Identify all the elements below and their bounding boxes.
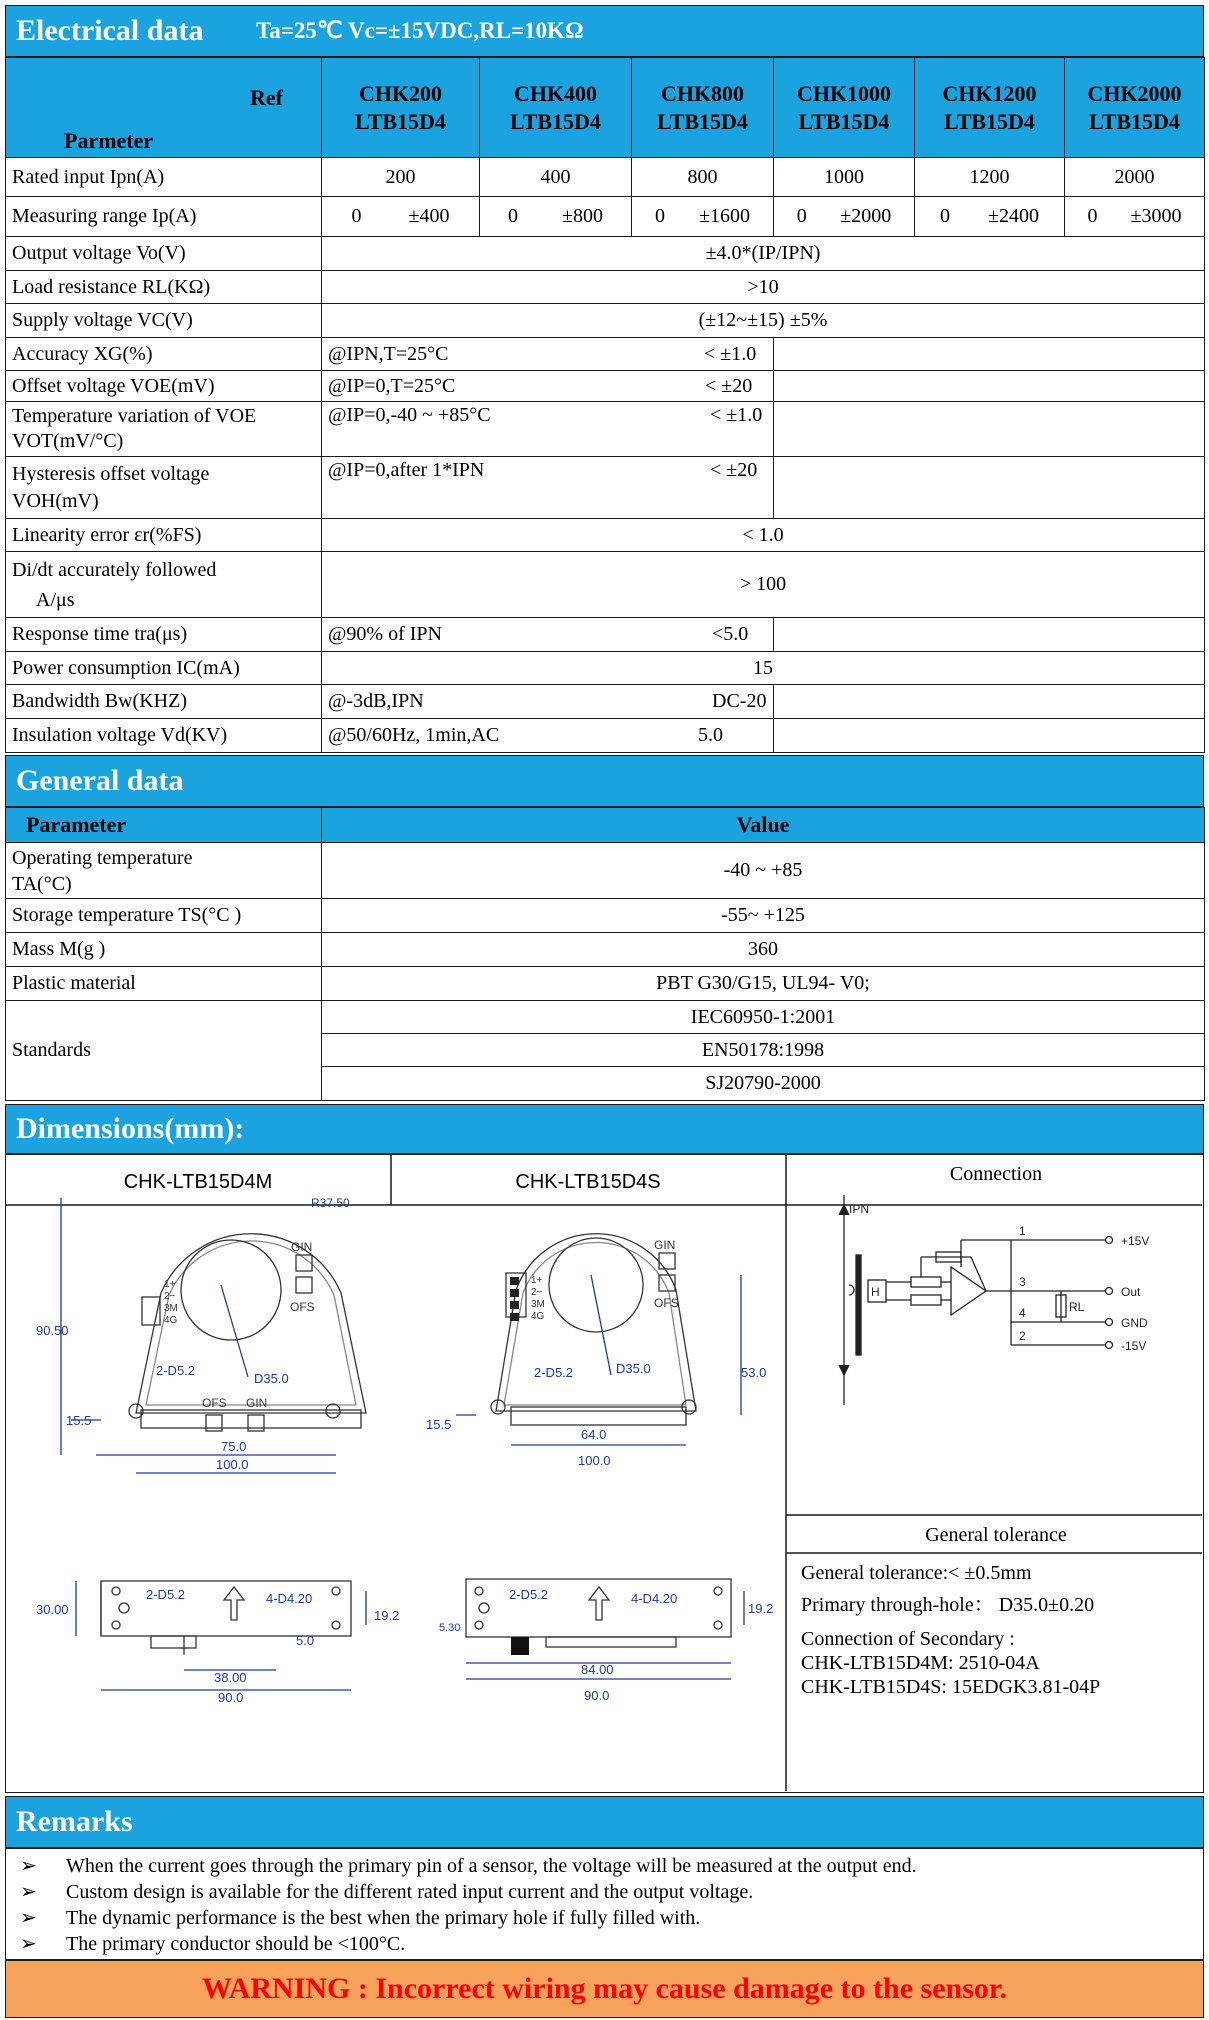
table-row <box>6 371 1205 402</box>
cell-value: ±4.0*(IP/IPN) <box>322 237 1205 271</box>
cell-condition: @-3dB,IPN <box>322 685 774 719</box>
general-data-header <box>5 755 1204 807</box>
list-item: ➢ When the current goes through the primary pin of a sensor, the voltage will be measured at the output end. <box>20 1855 917 1877</box>
cell-value: 360 <box>322 933 1205 967</box>
cell-value: -40 ~ +85 <box>322 843 1205 899</box>
svg-text:4-D4.20: 4-D4.20 <box>631 1591 678 1606</box>
electrical-data-header <box>5 5 1204 57</box>
cell-value: 15 <box>322 652 1205 685</box>
electrical-table <box>5 57 1205 753</box>
svg-text:OFS: OFS <box>654 1296 679 1310</box>
svg-text:GIN: GIN <box>291 1240 313 1254</box>
model-cell: CHK400 LTB15D4 <box>480 58 632 158</box>
remarks-list <box>5 1848 1204 1960</box>
remarks-title: Remarks <box>16 1805 133 1838</box>
svg-text:CHK-LTB15D4M: 2510-04A: CHK-LTB15D4M: 2510-04A <box>801 1652 1040 1674</box>
row-label: Hysteresis offset voltage VOH(mV) <box>6 457 322 519</box>
cell-value: 1200 <box>915 158 1065 197</box>
cell-value: < 1.0 <box>322 519 1205 552</box>
svg-text:+15V: +15V <box>1121 1234 1150 1248</box>
svg-text:4G: 4G <box>164 1315 178 1326</box>
cell-value: 800 <box>632 158 774 197</box>
svg-text:2-D5.2: 2-D5.2 <box>509 1587 549 1602</box>
dimensions-title: Dimensions(mm): <box>16 1112 245 1145</box>
model-cell: CHK800 LTB15D4 <box>632 58 774 158</box>
svg-text:GIN: GIN <box>654 1238 676 1252</box>
svg-text:38.00: 38.00 <box>214 1670 247 1685</box>
table-row <box>6 158 1205 197</box>
table-row <box>6 338 1205 371</box>
table-row <box>6 719 1205 753</box>
cell-value: -55~ +125 <box>322 899 1205 933</box>
ref-param-cell <box>6 58 322 158</box>
model-cell: CHK1200 LTB15D4 <box>915 58 1065 158</box>
col-header-parameter: Parameter <box>6 808 322 843</box>
svg-text:2−: 2− <box>531 1287 543 1298</box>
cell-value: 0 ±2400 <box>915 197 1065 237</box>
tolerance-lines <box>801 1562 1100 1698</box>
svg-text:2-D5.2: 2-D5.2 <box>534 1365 574 1380</box>
row-label: Load resistance RL(KΩ) <box>6 271 322 304</box>
svg-text:IPN: IPN <box>849 1202 870 1216</box>
svg-text:R37.50: R37.50 <box>311 1196 350 1210</box>
svg-text:19.2: 19.2 <box>374 1608 400 1623</box>
front-view-s <box>456 1234 741 1445</box>
svg-text:2: 2 <box>1019 1329 1026 1343</box>
cell-value: 1000 <box>774 158 915 197</box>
row-label: Supply voltage VC(V) <box>6 304 322 338</box>
table-row <box>6 304 1205 338</box>
svg-text:15.5: 15.5 <box>66 1413 92 1428</box>
svg-text:30.00: 30.00 <box>36 1602 69 1617</box>
cell-condition: @IP=0,T=25°C <box>322 371 774 402</box>
svg-text:OFS: OFS <box>290 1300 315 1314</box>
model-cell: CHK2000 LTB15D4 <box>1065 58 1205 158</box>
svg-text:90.50: 90.50 <box>36 1323 69 1338</box>
svg-text:100.0: 100.0 <box>578 1453 611 1468</box>
list-item: ➢ Custom design is available for the different rated input current and the output voltage. <box>20 1881 754 1903</box>
svg-text:1+: 1+ <box>164 1279 176 1290</box>
cell-value: DC-20 <box>706 685 1137 719</box>
svg-text:15.5: 15.5 <box>426 1417 452 1432</box>
row-label: Mass M(g ) <box>6 933 322 967</box>
table-row <box>6 685 1205 719</box>
row-label: Response time tra(μs) <box>6 618 322 652</box>
svg-text:-15V: -15V <box>1121 1339 1147 1353</box>
table-row <box>6 197 1205 237</box>
svg-text:D35.0: D35.0 <box>616 1361 651 1376</box>
row-label: Rated input Ipn(A) <box>6 158 322 197</box>
front-view-m-labels <box>36 1196 350 1472</box>
svg-text:Out: Out <box>1121 1285 1141 1299</box>
cell-condition: @IPN,T=25°C <box>322 338 774 371</box>
svg-text:90.0: 90.0 <box>584 1688 610 1703</box>
cell-condition: @50/60Hz, 1min,AC <box>322 719 774 753</box>
svg-text:D35.0: D35.0 <box>254 1371 289 1386</box>
svg-text:3M: 3M <box>164 1303 178 1314</box>
table-row <box>6 402 1205 457</box>
svg-text:4: 4 <box>1019 1306 1026 1320</box>
cell-value: 2000 <box>1065 158 1205 197</box>
svg-text:3: 3 <box>1019 1275 1026 1289</box>
row-label: Di/dt accurately followed A/μs <box>6 552 322 618</box>
svg-text:4G: 4G <box>531 1311 545 1322</box>
model-cell: CHK1000 LTB15D4 <box>774 58 915 158</box>
cell-value: 400 <box>480 158 632 197</box>
svg-text:64.0: 64.0 <box>581 1427 607 1442</box>
row-label: Power consumption IC(mA) <box>6 652 322 685</box>
svg-text:4-D4.20: 4-D4.20 <box>266 1591 313 1606</box>
cell-value: 200 <box>322 158 480 197</box>
remarks-header <box>5 1796 1204 1848</box>
row-label: Insulation voltage Vd(KV) <box>6 719 322 753</box>
cell-condition: @IP=0,-40 ~ +85°C <box>322 402 774 457</box>
table-row <box>6 967 1205 1001</box>
cell-value: <5.0 <box>706 618 1137 652</box>
svg-text:2-D5.2: 2-D5.2 <box>146 1587 186 1602</box>
svg-text:RL: RL <box>1069 1300 1085 1314</box>
cell-value: 5.0 <box>692 719 1123 753</box>
svg-text:90.0: 90.0 <box>218 1690 244 1705</box>
cell-value: EN50178:1998 <box>322 1034 1205 1067</box>
arrow-bullet-icon: ➢ <box>20 1907 37 1929</box>
svg-text:75.0: 75.0 <box>221 1439 247 1454</box>
svg-text:100.0: 100.0 <box>216 1457 249 1472</box>
dim-col-connection: Connection <box>949 1163 1043 1185</box>
bottom-view-m-labels <box>36 1587 399 1705</box>
cell-value: 0 ±3000 <box>1065 197 1205 237</box>
general-header-row <box>6 808 1205 843</box>
general-data-title: General data <box>16 764 184 797</box>
cell-condition: @IP=0,after 1*IPN <box>322 457 774 519</box>
dim-col-m: CHK-LTB15D4M <box>123 1171 273 1193</box>
cell-value: 0 ±2000 <box>774 197 915 237</box>
table-row <box>6 457 1205 519</box>
general-table <box>5 807 1205 1101</box>
row-label: Operating temperature TA(°C) <box>6 843 322 899</box>
svg-text:General tolerance:< ±0.5mm: General tolerance:< ±0.5mm <box>801 1562 1032 1584</box>
svg-text:5.30: 5.30 <box>439 1622 461 1634</box>
dimensions-header <box>5 1104 1204 1154</box>
row-label: Offset voltage VOE(mV) <box>6 371 322 402</box>
cell-value: PBT G30/G15, UL94- V0; <box>322 967 1205 1001</box>
row-label: Bandwidth Bw(KHZ) <box>6 685 322 719</box>
tolerance-title: General tolerance <box>925 1524 1067 1546</box>
dim-col-s: CHK-LTB15D4S <box>515 1171 661 1193</box>
cell-value: SJ20790-2000 <box>322 1067 1205 1101</box>
cell-value: >10 <box>322 271 1205 304</box>
list-item: ➢ The dynamic performance is the best when the primary hole if fully filled with. <box>20 1907 701 1929</box>
svg-text:2−: 2− <box>164 1291 176 1302</box>
model-header-row <box>6 58 1205 158</box>
arrow-bullet-icon: ➢ <box>20 1933 37 1955</box>
table-row <box>6 652 1205 685</box>
row-label: Temperature variation of VOE VOT(mV/°C) <box>6 402 322 457</box>
row-label: Storage temperature TS(°C ) <box>6 899 322 933</box>
cell-value: 0 ±800 <box>480 197 632 237</box>
svg-text:2-D5.2: 2-D5.2 <box>156 1363 196 1378</box>
bottom-view-s-labels <box>439 1587 773 1703</box>
svg-text:84.00: 84.00 <box>581 1662 614 1677</box>
electrical-conditions: Ta=25℃ Vc=±15VDC,RL=10KΩ <box>256 18 584 43</box>
row-label: Standards <box>6 1001 322 1101</box>
svg-text:1: 1 <box>1019 1224 1026 1238</box>
arrow-bullet-icon: ➢ <box>20 1855 37 1877</box>
table-row <box>6 519 1205 552</box>
svg-text:GND: GND <box>1121 1316 1148 1330</box>
cell-condition: @90% of IPN <box>322 618 774 652</box>
table-row <box>6 237 1205 271</box>
svg-text:5.0: 5.0 <box>296 1633 315 1648</box>
svg-text:19.2: 19.2 <box>748 1601 774 1616</box>
table-row <box>6 899 1205 933</box>
svg-text:H: H <box>871 1285 880 1299</box>
col-header-value: Value <box>322 808 1205 843</box>
row-label: Accuracy XG(%) <box>6 338 322 371</box>
row-label: Output voltage Vo(V) <box>6 237 322 271</box>
svg-text:1+: 1+ <box>531 1275 543 1286</box>
cell-value: IEC60950-1:2001 <box>322 1001 1205 1034</box>
list-item: ➢ The primary conductor should be <100°C. <box>20 1933 406 1955</box>
table-row <box>6 552 1205 618</box>
table-row <box>6 618 1205 652</box>
svg-text:53.0: 53.0 <box>741 1365 767 1380</box>
cell-value: < ±1.0 <box>704 402 1135 457</box>
svg-text:OFS: OFS <box>202 1396 227 1410</box>
connector-block-s <box>511 1637 529 1655</box>
connection-circuit-labels <box>849 1202 1149 1353</box>
table-row <box>6 1001 1205 1034</box>
cell-value: > 100 <box>322 552 1205 618</box>
dimensions-drawing <box>6 1155 1202 1791</box>
row-label: Linearity error εr(%FS) <box>6 519 322 552</box>
row-label: Measuring range Ip(A) <box>6 197 322 237</box>
svg-text:Connection of Secondary :: Connection of Secondary : <box>801 1628 1015 1650</box>
svg-text:CHK-LTB15D4S: 15EDGK3.81-04P: CHK-LTB15D4S: 15EDGK3.81-04P <box>801 1676 1101 1698</box>
electrical-data-title: Electrical data <box>16 14 204 47</box>
row-label: Plastic material <box>6 967 322 1001</box>
front-view-m <box>61 1198 366 1473</box>
cell-value: < ±1.0 <box>704 338 1135 371</box>
cell-value: 0 ±1600 <box>632 197 774 237</box>
cell-value: < ±20 <box>704 457 1135 519</box>
dimensions-panel <box>5 1154 1204 1793</box>
svg-text:3M: 3M <box>531 1299 545 1310</box>
table-row <box>6 843 1205 899</box>
cell-value: (±12~±15) ±5% <box>322 304 1205 338</box>
cell-value: < ±20 <box>699 371 1130 402</box>
table-row <box>6 933 1205 967</box>
warning-banner: WARNING : Incorrect wiring may cause damage to the sensor. <box>5 1960 1204 2018</box>
table-row <box>6 271 1205 304</box>
model-cell: CHK200 LTB15D4 <box>322 58 480 158</box>
ref-label: Ref <box>250 85 283 110</box>
arrow-bullet-icon: ➢ <box>20 1881 37 1903</box>
svg-text:GIN: GIN <box>246 1396 268 1410</box>
front-view-s-labels <box>426 1238 766 1468</box>
cell-value: 0 ±400 <box>322 197 480 237</box>
param-label: Parmeter <box>64 128 154 153</box>
svg-text:Primary through-hole： D35.0±0: Primary through-hole： D35.0±0.20 <box>801 1594 1095 1616</box>
